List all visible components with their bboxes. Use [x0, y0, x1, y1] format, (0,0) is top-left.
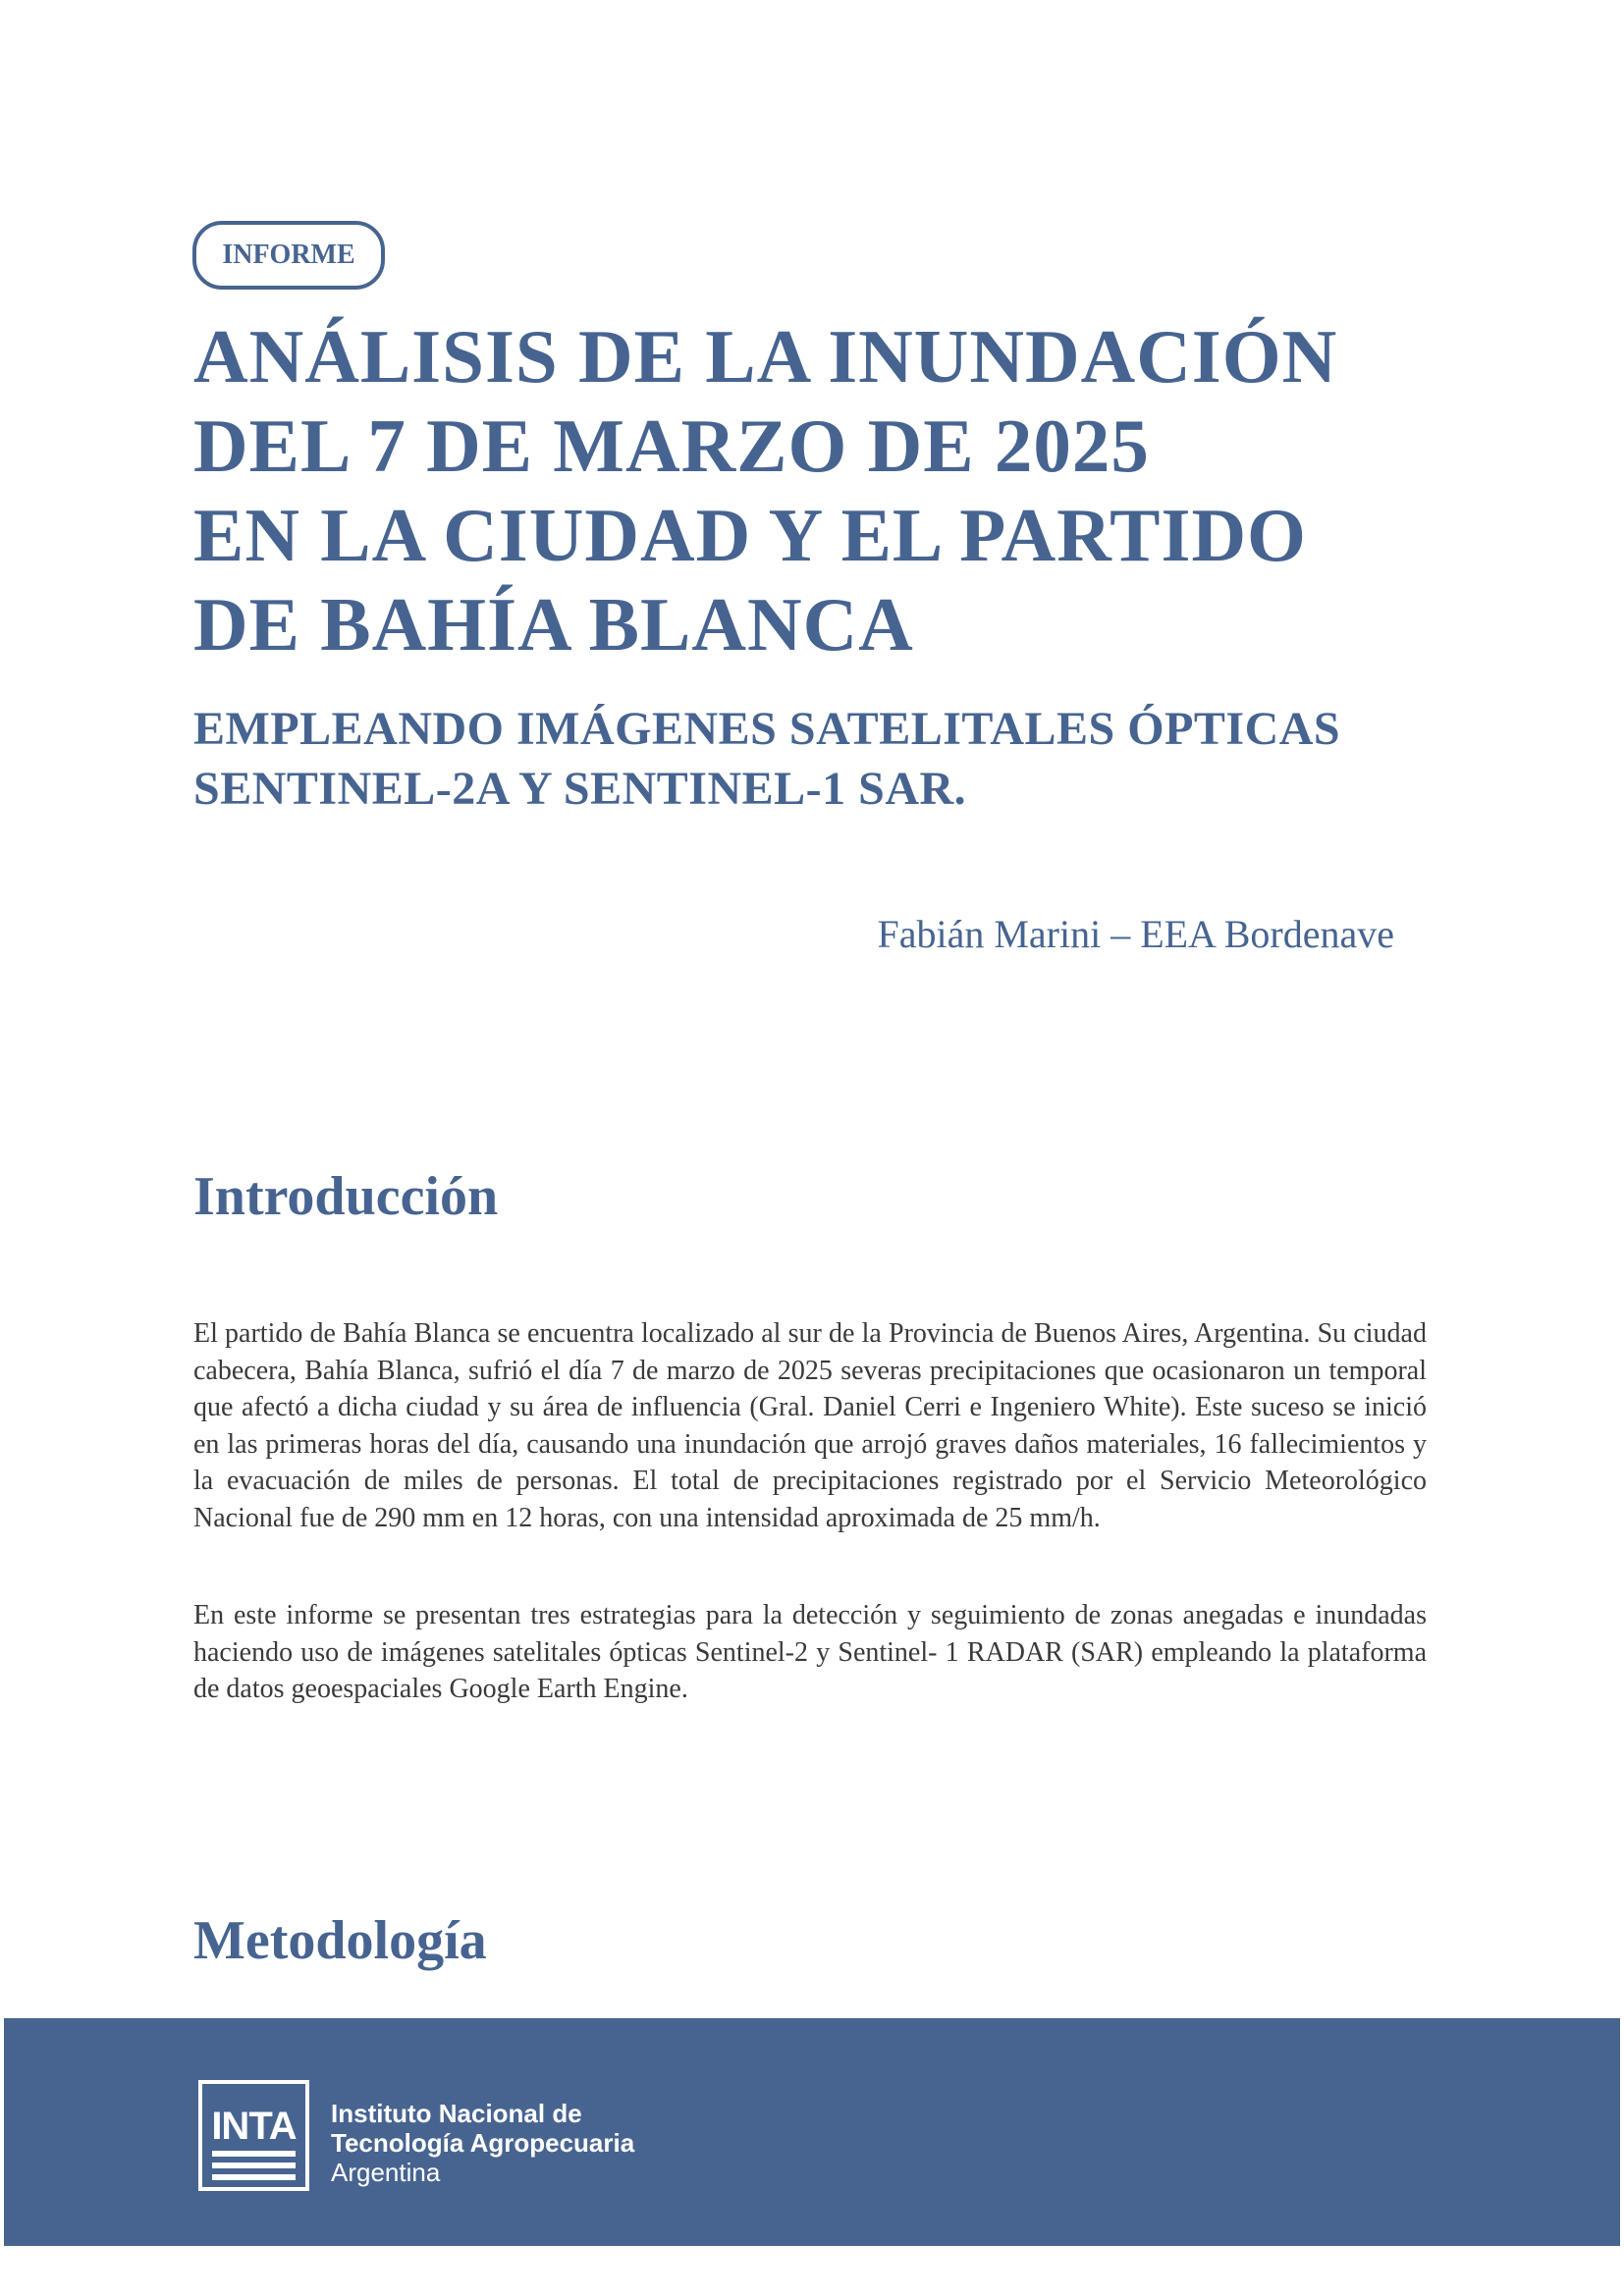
title-line: EN LA CIUDAD Y EL PARTIDO	[193, 493, 1307, 577]
inta-logo-icon	[198, 2080, 309, 2191]
logo-mark: INTA	[211, 2105, 297, 2148]
org-line-2: Tecnología Agropecuaria	[331, 2128, 635, 2158]
subtitle-line: EMPLEANDO IMÁGENES SATELITALES ÓPTICAS	[193, 703, 1341, 755]
organization-name	[331, 2099, 634, 2187]
methodology-heading: Metodología	[193, 1910, 487, 1971]
author-line: Fabián Marini – EEA Bordenave	[877, 912, 1394, 956]
report-type-badge: INFORME	[192, 221, 385, 290]
title-line: ANÁLISIS DE LA INUNDACIÓN	[193, 314, 1338, 399]
title-line: DE BAHÍA BLANCA	[193, 582, 914, 667]
title-line: DEL 7 DE MARZO DE 2025	[193, 403, 1150, 488]
subtitle-line: SENTINEL-2A Y SENTINEL-1 SAR.	[193, 763, 967, 815]
org-line-3: Argentina	[331, 2158, 441, 2187]
footer-banner	[4, 2018, 1620, 2246]
intro-heading: Introducción	[193, 1166, 499, 1227]
intro-paragraph: En este informe se presentan tres estrategias para la detección y seguimiento de zonas anegadas e inundadas haciendo uso de imágenes satelitales ópticas Sentinel-2 y Sentinel- 1 RADAR (SAR) empleando la plataforma de datos geoespaciales Google Earth Engine.	[193, 1600, 1427, 1704]
org-line-1: Instituto Nacional de	[331, 2099, 582, 2128]
intro-paragraph: El partido de Bahía Blanca se encuentra localizado al sur de la Provincia de Buenos Aires, Argentina. Su ciudad cabecera, Bahía Blanca, sufrió el día 7 de marzo de 2025 severas precipitaciones que ocasionaron un temporal que afectó a dicha ciudad y su área de influencia (Gral. Daniel Cerri e Ingeniero White). Este suceso se inició en las primeras horas del día, causando una inundación que arrojó graves daños materiales, 16 fallecimientos y la evacuación de miles de personas. El total de precipitaciones registrado por el Servicio Meteorológico Nacional fue de 290 mm en 12 horas, con una intensidad aproximada de 25 mm/h.	[193, 1318, 1427, 1533]
document-subtitle	[193, 699, 1470, 819]
document-title	[193, 312, 1470, 669]
